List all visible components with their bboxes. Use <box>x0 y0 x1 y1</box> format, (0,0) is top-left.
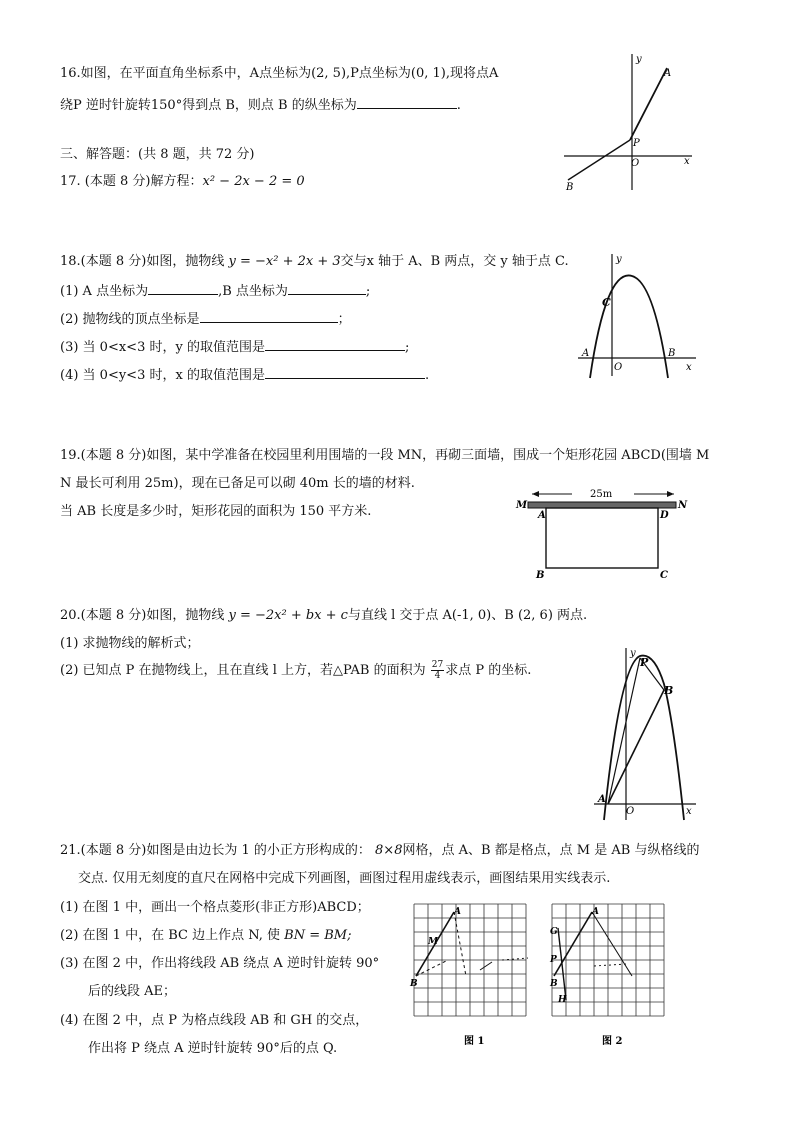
y-label: y <box>616 254 622 265</box>
pencil-mark <box>480 962 492 970</box>
q18-p1a: (1) A 点坐标为 <box>60 284 149 299</box>
q16-figure <box>560 48 700 196</box>
q16-line1: 16.如图，在平面直角坐标系中，A点坐标为(2, 5),P点坐标为(0, 1),现将点A <box>60 66 499 81</box>
q18-p4: (4) 当 0<y<3 时，x 的取值范围是 <box>60 368 265 383</box>
q21-figure-2 <box>546 900 682 1050</box>
y-label: y <box>630 648 636 659</box>
point-b-label: B <box>668 348 676 359</box>
q21-figure-1 <box>408 900 544 1050</box>
q20-prefix: 20.(本题 8 分)如图，抛物线 <box>60 608 225 623</box>
wall-mn <box>528 502 676 508</box>
q18-b-blank[interactable] <box>288 282 366 295</box>
q21-part1: (1) 在图 1 中，画出一个格点菱形(非正方形)ABCD； <box>60 900 370 915</box>
q18-p1b: ,B 点坐标为 <box>218 284 288 299</box>
x-label: x <box>686 806 692 817</box>
q18-p3: (3) 当 0<x<3 时，y 的取值范围是 <box>60 340 265 355</box>
point-c-label: C <box>660 570 668 581</box>
q17 <box>60 174 305 190</box>
point-a-label: A <box>592 907 599 917</box>
q18-vertex-blank[interactable] <box>200 310 338 323</box>
line-l <box>608 690 664 804</box>
arrow-right <box>667 491 674 497</box>
q18-yrange-blank[interactable] <box>265 338 405 351</box>
figure-2-caption: 图 2 <box>602 1036 623 1047</box>
fraction-27-4 <box>431 660 444 681</box>
x-label: x <box>684 156 690 167</box>
parabola <box>604 656 684 820</box>
point-n-label: N <box>678 500 688 511</box>
point-b-label: B <box>550 979 558 989</box>
q21-line1c: 网格，点 A、B 都是格点，点 M 是 AB 与纵格线的 <box>402 843 700 858</box>
parabola <box>590 275 668 378</box>
x-label: x <box>686 362 692 373</box>
dashed-mark <box>594 964 626 966</box>
q20-part2 <box>60 660 531 681</box>
point-p-label: P <box>640 656 649 669</box>
q18-xrange-blank[interactable] <box>265 366 425 379</box>
arrow-left <box>532 491 539 497</box>
y-label: y <box>636 54 642 65</box>
point-a-label: A <box>598 794 606 805</box>
point-g-label: G <box>550 927 558 937</box>
q17-prefix: 17. (本题 8 分)解方程： <box>60 174 203 189</box>
q18-part1 <box>60 282 370 300</box>
q18-p1end: ; <box>365 284 371 299</box>
q20-p2a: (2) 已知点 P 在抛物线上，且在直线 l 上方，若△PAB 的面积为 <box>60 663 426 678</box>
q18-prefix: 18.(本题 8 分)如图，抛物线 <box>60 254 225 269</box>
q18-part4 <box>60 366 429 384</box>
q21-line2: 交点. 仅用无刻度的直尺在网格中完成下列画图，画图过程用虚线表示，画图结果用实线表示. <box>78 871 611 886</box>
point-m-label: M <box>428 937 438 947</box>
q18-suffix: 交与x 轴于 A、B 两点，交 y 轴于点 C. <box>340 254 569 269</box>
grid-8x8 <box>552 904 664 1016</box>
q18-stem <box>60 254 569 270</box>
q19-line3: 当 AB 长度是多少时，矩形花园的面积为 150 平方米. <box>60 504 372 519</box>
point-b-label: B <box>410 979 418 989</box>
q21-p2a: (2) 在图 1 中，在 BC 边上作点 N, 使 <box>60 928 281 943</box>
length-label: 25m <box>590 489 613 500</box>
q16-line2 <box>60 96 461 114</box>
q19-line2: N 最长可利用 25m)，现在已备足可以砌 40m 长的墙的材料. <box>60 476 415 491</box>
q20-suffix: 与直线 l 交于点 A(-1, 0)、B (2, 6) 两点. <box>347 608 588 623</box>
q21-p2-equation: BN = BM; <box>284 928 352 943</box>
q21-part2 <box>60 928 352 944</box>
q20-part1: (1) 求抛物线的解析式； <box>60 636 200 651</box>
q18-p2: (2) 抛物线的顶点坐标是 <box>60 312 200 327</box>
q18-equation: y = −x² + 2x + 3 <box>228 254 341 269</box>
section-title: 三、解答题：(共 8 题，共 72 分) <box>60 147 255 162</box>
q21-line1 <box>60 843 699 859</box>
garden-rect <box>546 508 658 568</box>
point-d-label: D <box>660 510 669 521</box>
q18-a-blank[interactable] <box>148 282 218 295</box>
point-p-label: P <box>550 955 557 965</box>
origin-label: O <box>614 362 623 373</box>
point-c-label: C <box>602 296 611 309</box>
q20-p2b: 求点 P 的坐标. <box>445 663 532 678</box>
q19-line1: 19.(本题 8 分)如图，某中学准备在校园里利用围墙的一段 MN，再砌三面墙，围成一个矩形花园 ABCD(围墙 M <box>60 448 710 463</box>
q16-text: 绕P 逆时针旋转150°得到点 B，则点 B 的纵坐标为 <box>60 98 357 113</box>
q18-p2end: ； <box>337 312 351 327</box>
point-a-label: A <box>538 510 546 521</box>
q17-equation: x² − 2x − 2 = 0 <box>202 174 305 189</box>
q20-figure <box>590 644 700 822</box>
q21-part3b: 后的线段 AE； <box>88 984 177 999</box>
point-p-label: P <box>633 138 640 149</box>
q18-part3 <box>60 338 409 356</box>
q19-figure <box>512 484 692 582</box>
segment-gh <box>558 928 566 1000</box>
fraction-denominator: 4 <box>434 671 441 681</box>
q21-part3a: (3) 在图 2 中，作出将线段 AB 绕点 A 逆时针旋转 90° <box>60 956 380 971</box>
q18-p4end: . <box>424 368 430 383</box>
q21-grid-size: 8×8 <box>375 843 403 858</box>
q16-end: . <box>456 98 461 113</box>
q21-line1a: 21.(本题 8 分)如图是由边长为 1 的小正方形构成的： <box>60 843 371 858</box>
segment-pb <box>568 140 630 180</box>
point-a-label: A <box>664 68 672 79</box>
q18-figure <box>572 248 700 382</box>
grid-8x8 <box>414 904 526 1016</box>
q16-answer-blank[interactable] <box>357 96 457 109</box>
point-m-label: M <box>516 500 528 511</box>
q18-p3end: ; <box>404 340 410 355</box>
q21-part4a: (4) 在图 2 中，点 P 为格点线段 AB 和 GH 的交点， <box>60 1013 369 1028</box>
segment-pa <box>630 68 667 140</box>
point-a-label: A <box>454 907 461 917</box>
q20-stem <box>60 608 587 624</box>
origin-label: O <box>626 806 635 817</box>
point-a-label: A <box>582 348 590 359</box>
point-b-label: B <box>536 570 545 581</box>
origin-label: O <box>631 158 640 169</box>
point-b-label: B <box>664 684 674 697</box>
point-h-label: H <box>558 995 567 1005</box>
segment-ae <box>592 912 632 976</box>
q20-equation: y = −2x² + bx + c <box>228 608 348 623</box>
q21-part4b: 作出将 P 绕点 A 逆时针旋转 90°后的点 Q. <box>88 1041 338 1056</box>
fraction-numerator: 27 <box>431 660 444 670</box>
q18-part2 <box>60 310 351 328</box>
figure-1-caption: 图 1 <box>464 1036 485 1047</box>
segment-ap <box>608 658 640 804</box>
point-b-label: B <box>566 182 574 193</box>
